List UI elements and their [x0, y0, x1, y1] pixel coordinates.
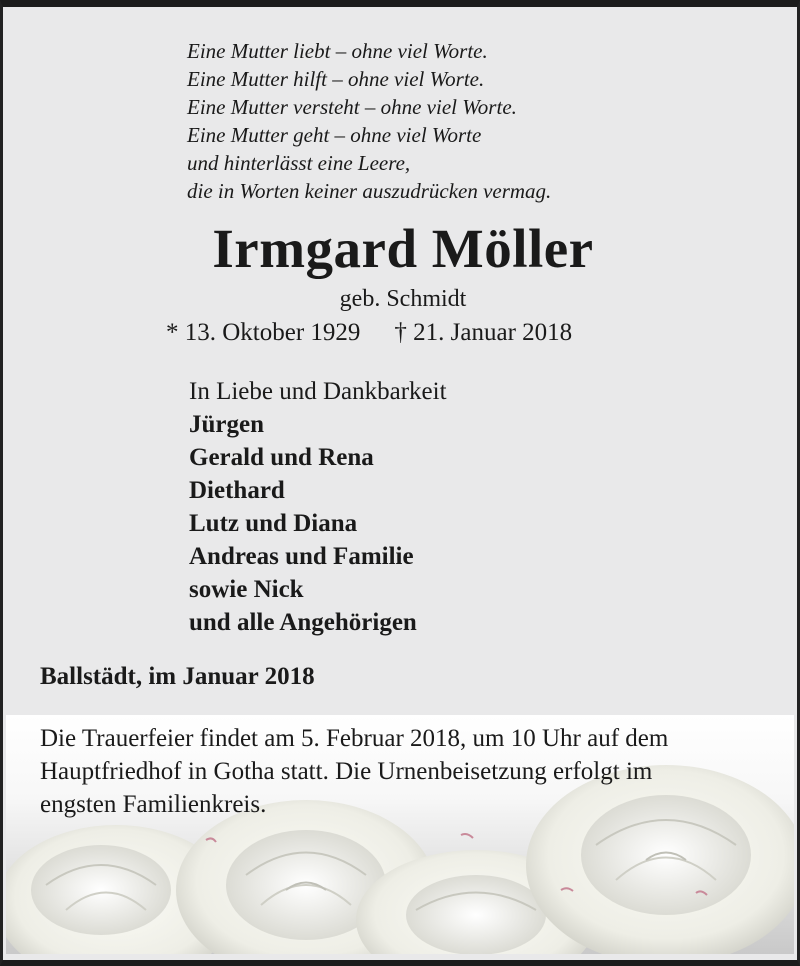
- life-dates: [166, 317, 572, 349]
- mourner: sowie Nick: [189, 576, 304, 603]
- mourners-list: [189, 375, 447, 639]
- notice-line: Die Trauerfeier findet am 5. Februar 2018, um 10 Uhr auf dem: [40, 725, 669, 752]
- poem-line: Eine Mutter liebt – ohne viel Worte.: [187, 39, 488, 63]
- poem-line: Eine Mutter hilft – ohne viel Worte.: [187, 67, 485, 91]
- dedication: In Liebe und Dankbarkeit: [189, 378, 447, 405]
- poem-line: und hinterlässt eine Leere,: [187, 151, 411, 175]
- birth-date: * 13. Oktober 1929: [166, 319, 361, 346]
- place-date: Ballstädt, im Januar 2018: [40, 663, 315, 690]
- mourner: und alle Angehörigen: [189, 609, 417, 636]
- death-date: † 21. Januar 2018: [394, 319, 573, 346]
- mourner: Gerald und Rena: [189, 444, 374, 471]
- poem-line: Eine Mutter geht – ohne viel Worte: [187, 123, 482, 147]
- deceased-name: Irmgard Möller: [212, 218, 594, 279]
- mourner: Diethard: [189, 477, 285, 504]
- funeral-notice: [40, 722, 770, 821]
- notice-line: Hauptfriedhof in Gotha statt. Die Urnenbeisetzung erfolgt im: [40, 758, 653, 785]
- poem-line: Eine Mutter versteht – ohne viel Worte.: [187, 95, 517, 119]
- poem: [187, 37, 551, 205]
- mourner: Jürgen: [189, 411, 264, 438]
- mourner: Andreas und Familie: [189, 543, 414, 570]
- birth-name: geb. Schmidt: [339, 286, 467, 312]
- notice-line: engsten Familienkreis.: [40, 791, 267, 818]
- poem-line: die in Worten keiner auszudrücken vermag.: [187, 179, 552, 203]
- mourner: Lutz und Diana: [189, 510, 358, 537]
